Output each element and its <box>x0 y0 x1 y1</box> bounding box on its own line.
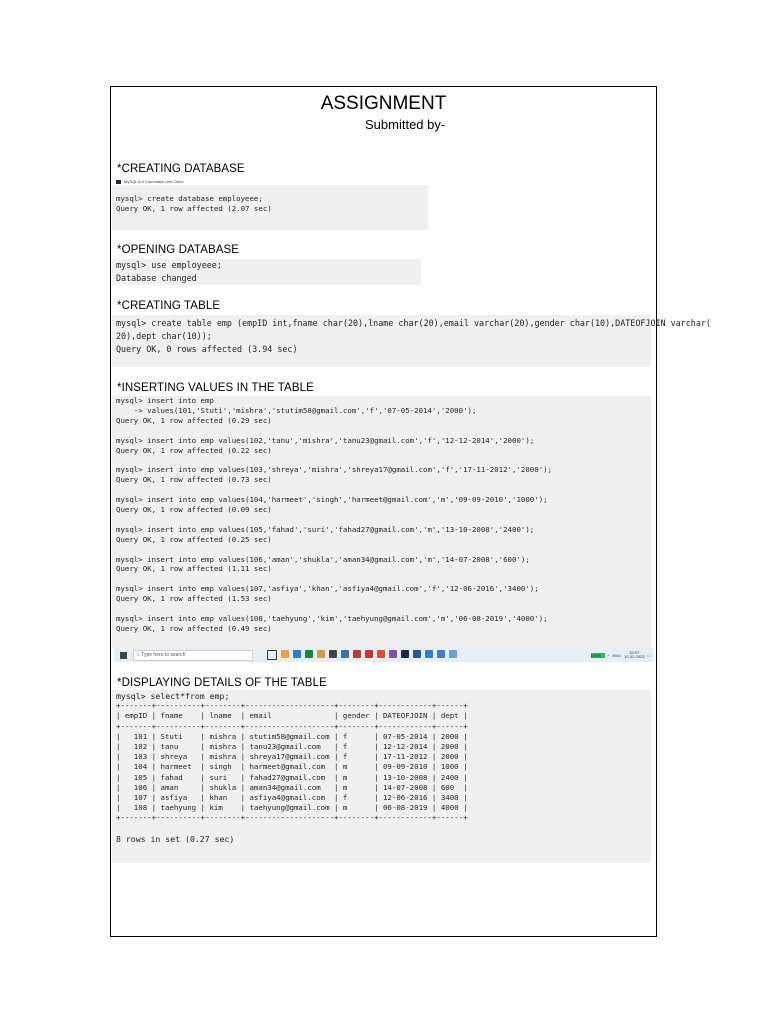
clock[interactable] <box>624 651 644 660</box>
heading-opening-database: *OPENING DATABASE <box>117 244 240 256</box>
screenshot-insert-values <box>112 396 651 648</box>
taskbar-search-box[interactable] <box>133 650 253 661</box>
table-header: | empID | fname | lname | email | gender | DATEOFJOIN | dept | <box>116 711 468 721</box>
console-line: -> values(101,'Stuti','mishra','stutim58@gmail.com','f','07-05-2014','2000'); <box>116 405 477 415</box>
table-row: | 107 | asfiya | khan | asfiya4@gmail.com | f | 12-06-2016 | 3400 | <box>116 793 468 803</box>
screenshot-create-table <box>112 315 711 367</box>
heading-inserting-values: *INSERTING VALUES IN THE TABLE <box>117 382 314 394</box>
windows-taskbar <box>114 648 654 662</box>
console-line: mysql> insert into emp values(108,'taehyung','kim','taehyung@gmail.com','m','06-08-2019','4000'); <box>116 613 548 623</box>
app-icon[interactable] <box>425 650 433 658</box>
console-line: Database changed <box>116 272 197 283</box>
vscode-icon[interactable] <box>389 650 397 658</box>
console-line: mysql> insert into emp values(102,'tanu','mishra','tanu23@gmail.com','f','12-12-2014','2000'); <box>116 435 535 445</box>
word-icon[interactable] <box>413 650 421 658</box>
table-border: +-------+----------+--------+--------------------+--------+------------+------+ <box>116 813 468 823</box>
screenshot-select-table <box>112 690 651 863</box>
table-border: +-------+----------+--------+--------------------+--------+------------+------+ <box>116 701 468 711</box>
app-icon[interactable] <box>437 650 445 658</box>
console-line: mysql> insert into emp values(106,'aman','shukla','aman34@gmail.com','m','14-07-2008','600'); <box>116 554 530 564</box>
console-line <box>116 455 651 465</box>
console-line: Query OK, 1 row affected (2.07 sec) <box>116 204 272 213</box>
page-title: ASSIGNMENT <box>320 93 447 114</box>
console-line <box>116 574 651 584</box>
terminal-window-title: MySQL 8.0 Command Line Client <box>124 179 184 184</box>
console-line <box>116 485 651 495</box>
clock-date: 10-02-2023 <box>624 654 645 659</box>
console-line: Query OK, 1 row affected (0.25 sec) <box>116 534 272 544</box>
console-line <box>116 426 651 436</box>
app-icon[interactable] <box>377 650 385 658</box>
console-line: Query OK, 1 row affected (0.73 sec) <box>116 475 272 485</box>
language-indicator[interactable]: ENG <box>612 652 622 658</box>
table-row: | 102 | tanu | mishra | tanu23@gmail.com | f | 12-12-2014 | 2000 | <box>116 742 468 752</box>
notification-icon[interactable]: □ <box>647 652 650 658</box>
console-line: mysql> create database employeee; <box>116 194 263 203</box>
console-line: Query OK, 1 row affected (1.53 sec) <box>116 594 272 604</box>
document-page <box>110 86 711 937</box>
heading-creating-database: *CREATING DATABASE <box>117 163 245 175</box>
office-icon[interactable] <box>353 650 361 658</box>
console-line: mysql> create table emp (empID int,fname char(20),lname char(20),email varchar(20),gender char(10),DATEOFJOIN varchar( <box>116 318 711 328</box>
console-line: 8 rows in set (0.27 sec) <box>116 833 235 844</box>
file-explorer-icon[interactable] <box>281 650 289 658</box>
taskbar-pinned-apps <box>267 650 457 660</box>
console-line <box>116 604 651 614</box>
console-line: Query OK, 1 row affected (0.09 sec) <box>116 504 272 514</box>
chrome-icon[interactable] <box>305 650 313 658</box>
terminal-titlebar <box>116 179 183 184</box>
screenshot-open-database <box>112 259 421 285</box>
console-line <box>116 545 651 555</box>
console-line: mysql> use employeee; <box>116 260 222 270</box>
search-icon: ⌕ <box>137 652 142 658</box>
taskbar-search-placeholder: Type here to search <box>141 652 186 658</box>
task-view-icon[interactable] <box>267 650 277 660</box>
console-line: Query OK, 1 row affected (0.29 sec) <box>116 415 272 425</box>
opera-icon[interactable] <box>365 650 373 658</box>
heading-displaying-details: *DISPLAYING DETAILS OF THE TABLE <box>117 677 327 689</box>
mysql-terminal-icon[interactable] <box>401 650 409 658</box>
console-line: Query OK, 1 row affected (0.22 sec) <box>116 445 272 455</box>
console-line: Query OK, 0 rows affected (3.94 sec) <box>116 344 298 354</box>
table-border: +-------+----------+--------+--------------------+--------+------------+------+ <box>116 721 468 731</box>
console-line: mysql> insert into emp values(107,'asfiya','khan','asfiya4@gmail.com','f','12-06-2016','3400'); <box>116 584 539 594</box>
system-tray <box>591 651 650 660</box>
table-row: | 104 | harmeet | singh | harmeet@gmail.com | m | 09-09-2010 | 1000 | <box>116 762 468 772</box>
console-line: mysql> insert into emp values(105,'fahad','suri','fahad27@gmail.com','m','13-10-2008','2400'); <box>116 524 535 534</box>
table-row: | 106 | aman | shukla | aman34@gmail.com | m | 14-07-2008 | 600 | <box>116 782 468 792</box>
table-row: | 101 | Stuti | mishra | stutim58@gmail.com | f | 07-05-2014 | 2000 | <box>116 731 468 741</box>
console-line: mysql> select*from emp; <box>116 691 230 701</box>
screenshot-create-database <box>112 185 428 230</box>
heading-creating-table: *CREATING TABLE <box>117 300 221 312</box>
folder-icon[interactable] <box>317 650 325 658</box>
table-row: | 108 | taehyung | kim | taehyung@gmail.com | m | 06-08-2019 | 4000 | <box>116 803 468 813</box>
windows-start-icon[interactable] <box>120 652 127 659</box>
console-line: Query OK, 1 row affected (1.11 sec) <box>116 564 272 574</box>
console-line <box>116 824 651 834</box>
console-line: mysql> insert into emp values(103,'shreya','mishra','shreya17@gmail.com','f','17-11-2012','2000'); <box>116 465 553 475</box>
table-row: | 103 | shreya | mishra | shreya17@gmail.com | f | 17-11-2012 | 2000 | <box>116 752 468 762</box>
clock-time: 22:07 <box>629 649 640 655</box>
console-line <box>116 515 651 525</box>
edge-browser-icon[interactable] <box>293 650 301 658</box>
console-line: mysql> insert into emp values(104,'harmeet','singh','harmeet@gmail.com','m','09-09-2010','1000'); <box>116 495 548 505</box>
console-line: mysql> insert into emp <box>116 396 214 405</box>
submitted-by: Submitted by- <box>365 117 446 132</box>
console-line: Query OK, 1 row affected (0.49 sec) <box>116 623 272 633</box>
table-row: | 105 | fahad | suri | fahad27@gmail.com | m | 13-10-2008 | 2400 | <box>116 772 468 782</box>
mysql-terminal-icon <box>116 180 121 184</box>
mail-icon[interactable] <box>341 650 349 658</box>
store-icon[interactable] <box>329 650 337 658</box>
app-icon[interactable] <box>449 650 457 658</box>
tray-arrow-icon[interactable]: ^ <box>607 652 610 658</box>
console-line: 20),dept char(10)); <box>116 331 212 341</box>
battery-indicator: 100% <box>591 653 605 658</box>
